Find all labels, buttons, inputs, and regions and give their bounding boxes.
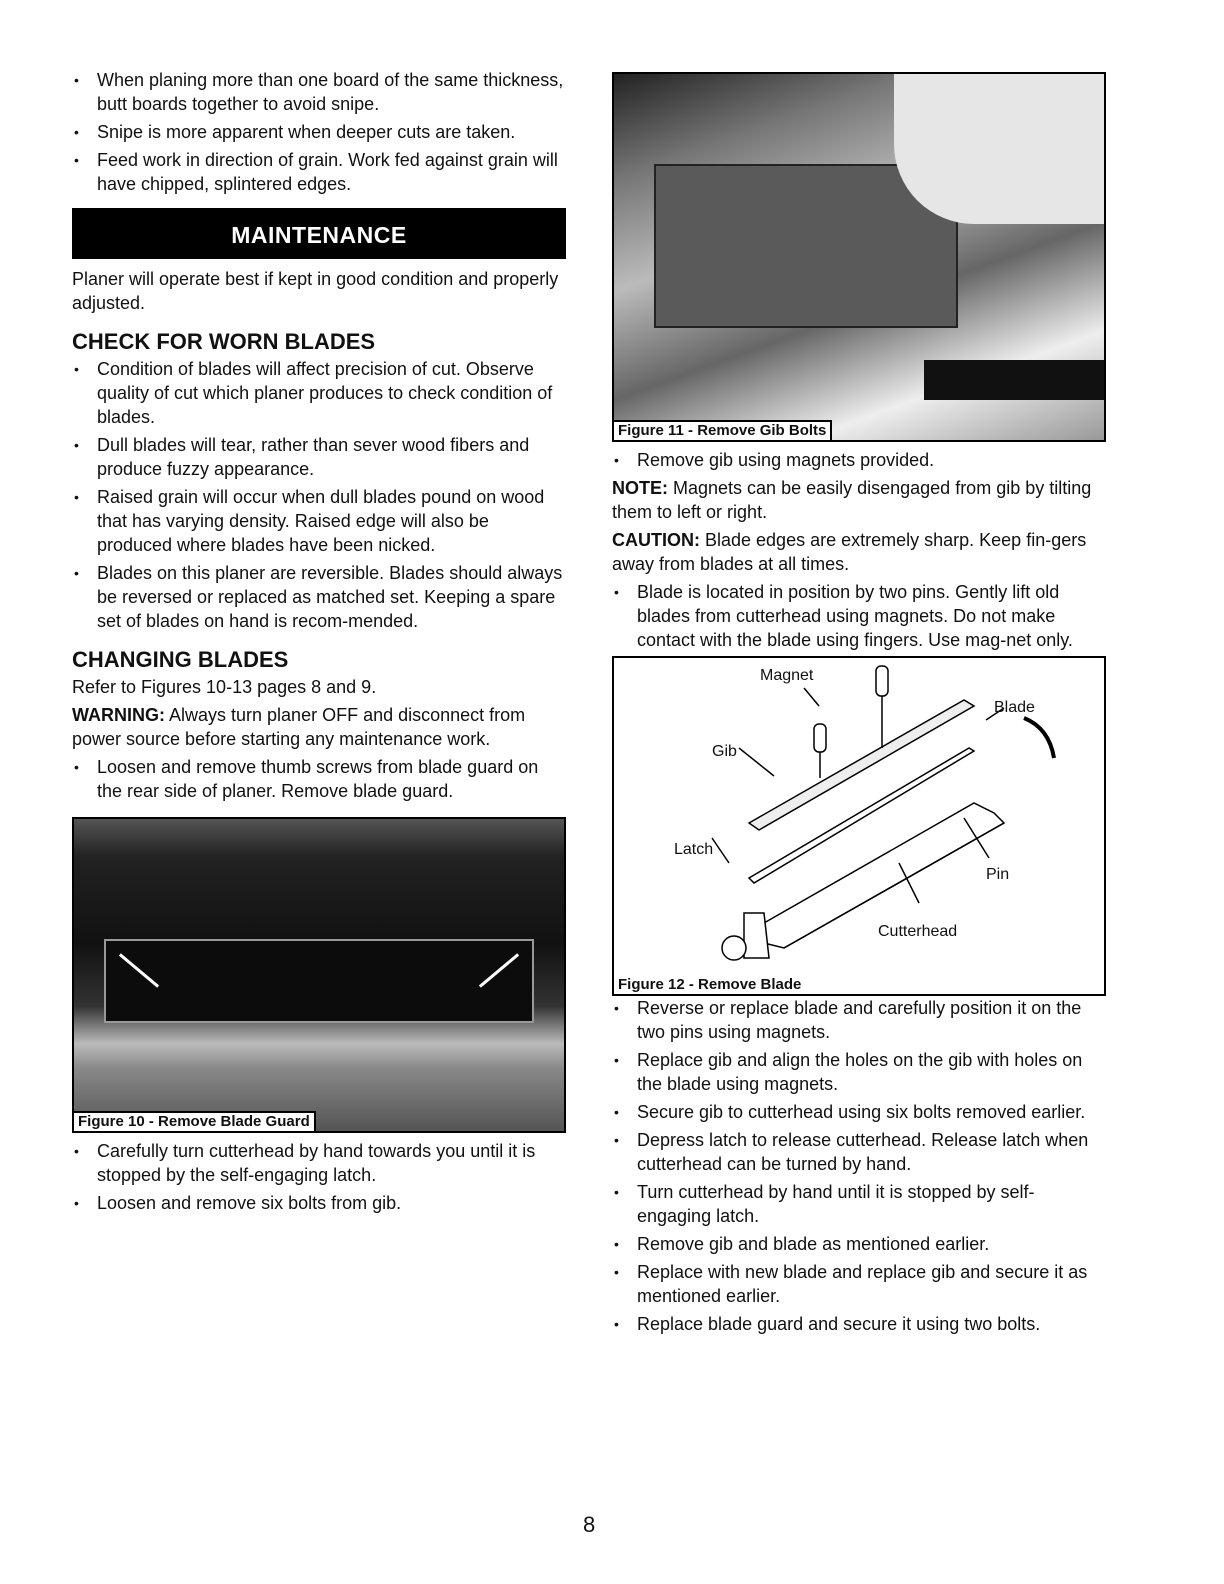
label-blade: Blade — [994, 699, 1035, 716]
note-text: Magnets can be easily disengaged from gib by tilting them to left or right. — [612, 478, 1092, 522]
figure-caption: Figure 12 - Remove Blade — [614, 976, 805, 994]
list-item: • Dull blades will tear, rather than sever wood fibers and produce fuzzy appearance. — [72, 433, 566, 481]
label-magnet: Magnet — [760, 667, 814, 684]
list-item: • When planing more than one board of the same thickness, butt boards together to avoid snipe. — [72, 68, 566, 116]
right-column — [612, 72, 1106, 1340]
label-latch: Latch — [674, 841, 714, 858]
caution-label: CAUTION: — [612, 530, 700, 550]
blade-guard-photo — [74, 819, 564, 1131]
figure-10 — [72, 817, 566, 1133]
note-label: NOTE: — [612, 478, 668, 498]
list-item: • Carefully turn cutterhead by hand towards you until it is stopped by the self-engaging latch. — [72, 1139, 566, 1187]
figure-caption: Figure 10 - Remove Blade Guard — [74, 1111, 316, 1131]
check-heading: CHECK FOR WORN BLADES — [72, 329, 376, 354]
list-item: • Loosen and remove six bolts from gib. — [72, 1191, 566, 1215]
list-item: • Remove gib and blade as mentioned earlier. — [612, 1232, 1106, 1256]
remove-gib-bullets — [612, 448, 1106, 472]
warning-text: Always turn planer OFF and disconnect from power source before starting any maintenance work. — [72, 705, 526, 749]
figure-12 — [612, 656, 1106, 996]
gib-bolts-photo — [614, 74, 1104, 440]
list-item: • Turn cutterhead by hand until it is stopped by self-engaging latch. — [612, 1180, 1106, 1228]
check-bullets — [72, 357, 566, 633]
list-item: • Blade is located in position by two pins. Gently lift old blades from cutterhead using magnets. Do not make contact with the blade using fingers. Use mag-net only. — [612, 580, 1106, 652]
list-item: • Raised grain will occur when dull blades pound on wood that has varying density. Raised edge will also be produced where blades have been nicked. — [72, 485, 566, 557]
changing-bullets — [72, 755, 566, 803]
list-item: • Reverse or replace blade and carefully position it on the two pins using magnets. — [612, 996, 1106, 1044]
list-item: • Replace gib and align the holes on the gib with holes on the blade using magnets. — [612, 1048, 1106, 1096]
label-pin: Pin — [986, 866, 1010, 883]
warning-paragraph — [72, 703, 566, 751]
replace-bullets — [612, 996, 1106, 1336]
intro-bullets — [72, 68, 566, 196]
list-item: • Feed work in direction of grain. Work fed against grain will have chipped, splintered edges. — [72, 148, 566, 196]
label-gib: Gib — [712, 743, 737, 760]
page-number: 8 — [583, 1512, 596, 1537]
caution-paragraph — [612, 528, 1106, 576]
figure-caption: Figure 11 - Remove Gib Bolts — [614, 420, 832, 440]
warning-label: WARNING: — [72, 705, 165, 725]
maintenance-intro: Planer will operate best if kept in good condition and properly adjusted. — [72, 269, 559, 313]
list-item: • Secure gib to cutterhead using six bolts removed earlier. — [612, 1100, 1106, 1124]
blade-bullets — [612, 580, 1106, 652]
changing-ref: Refer to Figures 10-13 pages 8 and 9. — [72, 677, 377, 697]
latch-shape — [744, 913, 769, 958]
rotation-arrow-icon — [1024, 718, 1054, 758]
after-fig10-bullets — [72, 1139, 566, 1215]
left-column — [72, 68, 566, 1219]
magnet-icon — [876, 666, 888, 696]
list-item: • Replace with new blade and replace gib and secure it as mentioned earlier. — [612, 1260, 1106, 1308]
list-item: • Snipe is more apparent when deeper cuts are taken. — [72, 120, 566, 144]
label-cutterhead: Cutterhead — [878, 923, 958, 940]
list-item: • Loosen and remove thumb screws from blade guard on the rear side of planer. Remove blade guard. — [72, 755, 566, 803]
list-item: • Condition of blades will affect precision of cut. Observe quality of cut which planer produces to check condition of blades. — [72, 357, 566, 429]
caution-text: Blade edges are extremely sharp. Keep fin-gers away from blades at all times. — [612, 530, 1087, 574]
list-item: • Remove gib using magnets provided. — [612, 448, 1106, 472]
note-paragraph — [612, 476, 1106, 524]
maintenance-banner: MAINTENANCE — [72, 208, 566, 259]
list-item: • Depress latch to release cutterhead. Release latch when cutterhead can be turned by hand. — [612, 1128, 1106, 1176]
changing-heading: CHANGING BLADES — [72, 647, 289, 672]
list-item: • Replace blade guard and secure it using two bolts. — [612, 1312, 1106, 1336]
figure-11 — [612, 72, 1106, 442]
list-item: • Blades on this planer are reversible. Blades should always be reversed or replaced as matched set. Keeping a spare set of blades on hand is recom-mended. — [72, 561, 566, 633]
magnet-icon — [814, 724, 826, 752]
